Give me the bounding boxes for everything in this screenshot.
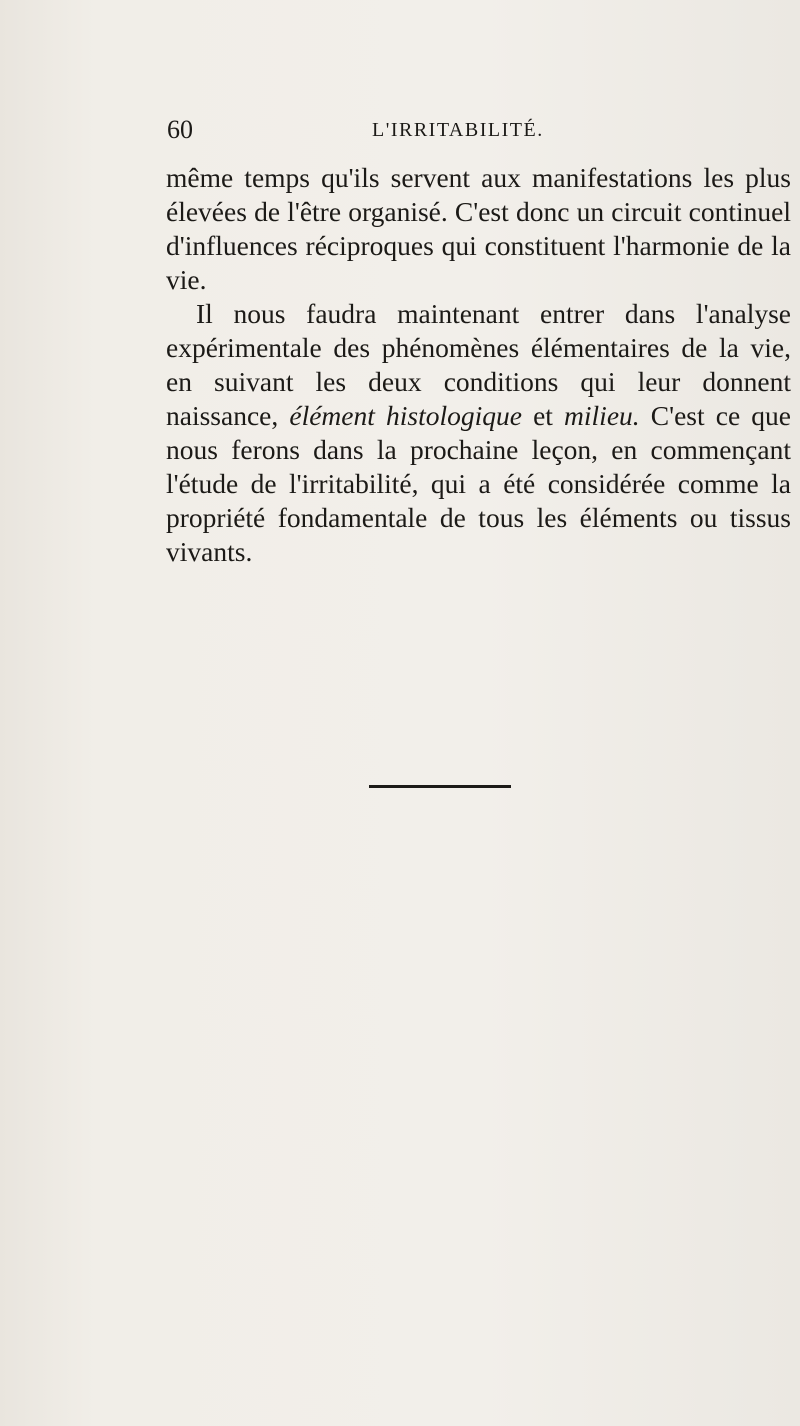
body-text xyxy=(166,161,791,569)
page-header xyxy=(167,115,787,151)
paragraph-2-start: Il nous faudra maintenant entrer dans l'analyse expérimentale des phénomènes élémentaires de la vie, en suivant les deux conditions qui leur donnent naissance, xyxy=(166,298,791,431)
italic-term-milieu: milieu. xyxy=(564,400,640,431)
page-number: 60 xyxy=(167,115,193,144)
paragraph-2-mid: et xyxy=(521,400,565,431)
paragraph-2 xyxy=(166,297,791,569)
paragraph-1: même temps qu'ils servent aux manifestations les plus élevées de l'être organisé. C'est donc un circuit continuel d'influences réciproques qui constituent l'harmonie de la vie. xyxy=(166,162,791,295)
section-end-rule xyxy=(369,785,511,788)
italic-term-histological-element: élément histologique xyxy=(289,400,522,431)
running-head: L'IRRITABILITÉ. xyxy=(372,119,544,141)
paragraph-2-end: C'est ce que nous ferons dans la prochaine leçon, en commençant l'étude de l'irritabilité, qui a été considérée comme la propriété fondamentale de tous les éléments ou tissus vivants. xyxy=(166,400,791,567)
